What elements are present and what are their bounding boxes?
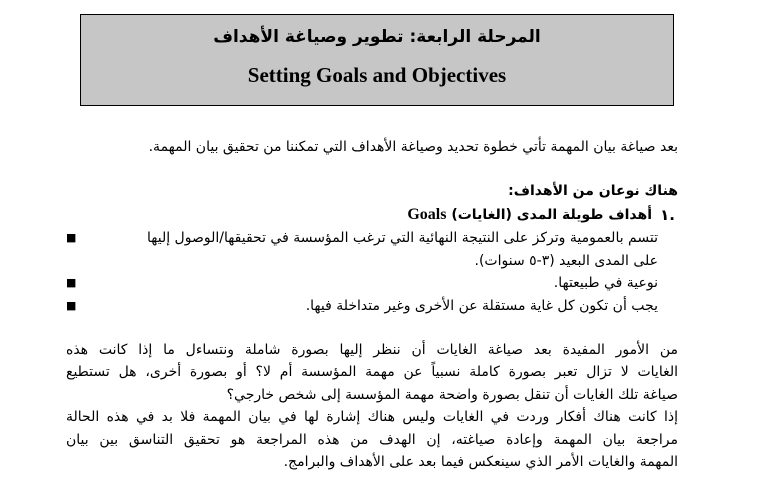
- paragraph-1-line-2: الغايات لا تزال تعبر بصورة كاملة نسبياً عن مهمة المؤسسة أم لا؟ أو بصورة أخرى، هل تستطيع: [66, 364, 678, 380]
- item-heading-arabic: أهداف طويلة المدى (الغايات): [451, 207, 652, 223]
- title-english: Setting Goals and Objectives: [247, 63, 507, 87]
- bullet-2: نوعية في طبيعتها.: [553, 275, 658, 291]
- intro-text: بعد صياغة بيان المهمة تأتي خطوة تحديد وصياغة الأهداف التي تمكننا من تحقيق بيان المهمة.: [148, 139, 678, 155]
- bullet-1-line-2: على المدى البعيد (٣-٥ سنوات).: [474, 253, 658, 269]
- title-arabic: المرحلة الرابعة: تطوير وصياغة الأهداف: [213, 27, 541, 47]
- paragraph-2-line-1: إذا كانت هناك أفكار وردت في الغايات وليس هناك إشارة لها في بيان المهمة فلا بد في هذه الحالة: [66, 409, 678, 425]
- item-heading-english: Goals: [407, 206, 447, 223]
- bullet-icon: ■: [66, 276, 77, 289]
- paragraph-2-line-2: مراجعة بيان المهمة وإعادة صياغته، إن الهدف من هذه المراجعة هو تحقيق التناسق بين بيان: [66, 432, 678, 448]
- item-number: ١.: [660, 206, 675, 224]
- title-box: [80, 14, 674, 106]
- paragraph-1-line-3: صياغة تلك الغايات أن تنقل بصورة واضحة مهمة المؤسسة إلى شخص خارجي؟: [226, 387, 678, 403]
- types-heading: هناك نوعان من الأهداف:: [508, 183, 678, 199]
- bullet-icon: ■: [66, 231, 77, 244]
- item-heading: [407, 205, 652, 225]
- bullet-icon: ■: [66, 299, 77, 312]
- bullet-1-line-1: تتسم بالعمومية وتركز على النتيجة النهائية التي ترغب المؤسسة في تحقيقها/الوصول إليها: [147, 230, 658, 246]
- paragraph-2-line-3: المهمة والغايات الأمر الذي سينعكس فيما بعد على الأهداف والبرامج.: [283, 454, 678, 470]
- bullet-3: يجب أن تكون كل غاية مستقلة عن الأخرى وغير متداخلة فيها.: [305, 298, 658, 314]
- paragraph-1-line-1: من الأمور المفيدة بعد صياغة الغايات أن ننظر إليها بصورة شاملة ونتساءل ما إذا كانت هذه: [66, 342, 678, 358]
